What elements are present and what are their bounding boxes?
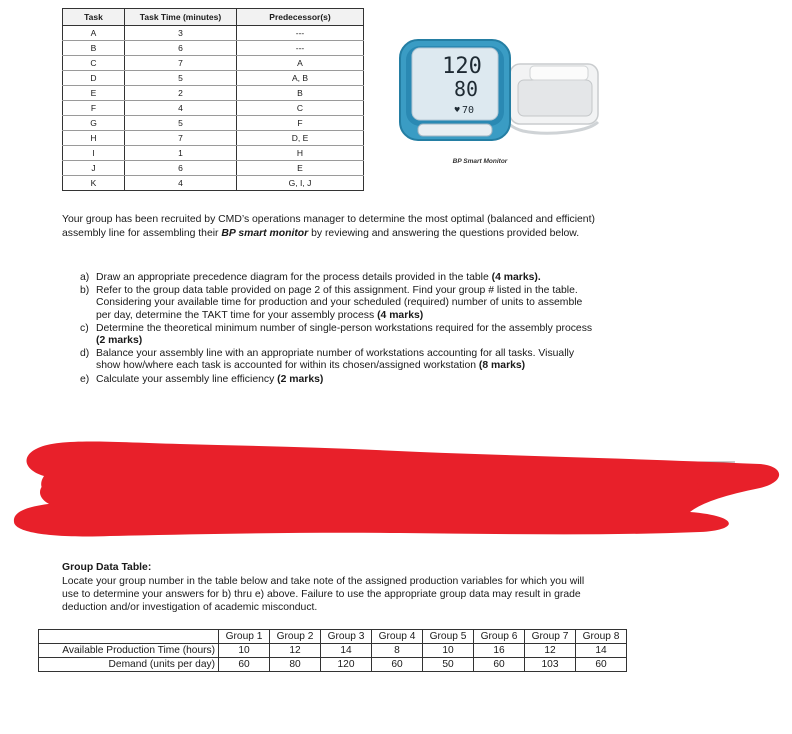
question-label: c) <box>80 322 89 334</box>
task-time-cell: 5 <box>125 116 237 131</box>
diastolic-reading: 80 <box>453 77 479 101</box>
cuff-top <box>530 66 588 80</box>
predecessor-cell: H <box>237 146 364 161</box>
table-cell: 8 <box>372 644 423 658</box>
question-label: d) <box>80 348 90 360</box>
task-id-cell: D <box>63 71 125 86</box>
table-cell: 120 <box>321 658 372 672</box>
task-row <box>63 56 364 71</box>
task-row <box>63 41 364 56</box>
question-item <box>80 323 600 348</box>
task-id-cell: E <box>63 86 125 101</box>
table-cell: 10 <box>423 644 474 658</box>
question-text: Determine the theoretical minimum number of single-person workstations required for the assembly process <box>96 322 593 334</box>
intro-paragraph <box>62 213 602 240</box>
table-cell: 12 <box>525 644 576 658</box>
intro-emphasis: BP smart monitor <box>221 227 309 239</box>
question-text: Calculate your assembly line efficiency <box>96 373 278 385</box>
table-cell: 10 <box>219 644 270 658</box>
group-header: Group 1 <box>219 630 270 644</box>
production-time-row <box>39 644 627 658</box>
task-time-cell: 6 <box>125 161 237 176</box>
table-cell: 60 <box>474 658 525 672</box>
task-row <box>63 176 364 191</box>
heart-icon: ♥ <box>454 106 461 114</box>
task-table-header-row <box>63 9 364 26</box>
monitor-button <box>418 124 492 136</box>
task-row <box>63 101 364 116</box>
pulse-reading: 70 <box>462 105 475 116</box>
question-text: Refer to the group data table provided on page 2 of this assignment. Find your group # listed in the table. Considering your available time for production and your scheduled (required) number of units to assemble per day, determine the TAKT time for your assembly process <box>96 285 583 321</box>
table-cell: 60 <box>219 658 270 672</box>
predecessor-cell: A, B <box>237 71 364 86</box>
group-header: Group 3 <box>321 630 372 644</box>
table-cell: 50 <box>423 658 474 672</box>
predecessor-cell: A <box>237 56 364 71</box>
group-header: Group 7 <box>525 630 576 644</box>
task-id-cell: K <box>63 176 125 191</box>
table-cell: 16 <box>474 644 525 658</box>
question-marks: (2 marks) <box>277 373 324 385</box>
predecessor-cell: G, I, J <box>237 176 364 191</box>
predecessor-cell: B <box>237 86 364 101</box>
task-time-cell: 7 <box>125 56 237 71</box>
intro-text-1: Your group has been recruited by CMD’s operations manager to determine the most optimal (balanced and efficient) assembly line for assembling their <box>62 214 595 239</box>
task-id-cell: I <box>63 146 125 161</box>
group-data-title: Group Data Table: <box>62 562 152 573</box>
question-marks: (4 marks). <box>491 272 541 283</box>
task-row <box>63 146 364 161</box>
table-cell: 80 <box>270 658 321 672</box>
task-time-cell: 1 <box>125 146 237 161</box>
group-header: Group 2 <box>270 630 321 644</box>
task-time-cell: 3 <box>125 26 237 41</box>
question-marks: (8 marks) <box>478 360 526 372</box>
task-id-cell: B <box>63 41 125 56</box>
task-row <box>63 26 364 41</box>
predecessor-header: Predecessor(s) <box>237 9 364 26</box>
task-header: Task <box>63 9 125 26</box>
task-time-cell: 6 <box>125 41 237 56</box>
task-time-cell: 4 <box>125 176 237 191</box>
task-row <box>63 86 364 101</box>
question-item <box>80 272 600 284</box>
task-id-cell: F <box>63 101 125 116</box>
table-cell: 14 <box>321 644 372 658</box>
question-label: e) <box>80 373 90 385</box>
monitor-caption: BP Smart Monitor <box>452 158 508 165</box>
row-label: Demand (units per day) <box>39 658 219 672</box>
row-label: Available Production Time (hours) <box>39 644 219 658</box>
question-item <box>80 285 600 322</box>
predecessor-cell: C <box>237 101 364 116</box>
question-text: Balance your assembly line with an appropriate number of workstations accounting for all tasks. Visually show how/where each task is accounted for within its chosen/assigned workstation <box>96 348 575 372</box>
task-table <box>62 8 364 191</box>
predecessor-cell: D, E <box>237 131 364 146</box>
task-row <box>63 161 364 176</box>
task-id-cell: A <box>63 26 125 41</box>
task-id-cell: H <box>63 131 125 146</box>
question-item <box>80 374 600 386</box>
table-cell: 12 <box>270 644 321 658</box>
task-row <box>63 131 364 146</box>
question-list <box>80 272 600 387</box>
task-id-cell: J <box>63 161 125 176</box>
table-cell: 14 <box>576 644 627 658</box>
intro-text-2: by reviewing and answering the questions provided below. <box>308 227 580 239</box>
group-header: Group 4 <box>372 630 423 644</box>
redaction-scribble <box>0 430 792 550</box>
predecessor-cell: F <box>237 116 364 131</box>
question-item <box>80 348 600 373</box>
bp-monitor-illustration <box>398 36 608 146</box>
demand-row <box>39 658 627 672</box>
question-label: a) <box>80 272 90 283</box>
group-data-description: Locate your group number in the table below and take note of the assigned production variables for which you will use to determine your answers for b) thru e) above. Failure to use the appropriate group data may result in grade deduction and/or investigation of academic misconduct. <box>62 576 585 613</box>
task-time-cell: 7 <box>125 131 237 146</box>
task-time-cell: 5 <box>125 71 237 86</box>
task-row <box>63 116 364 131</box>
group-header: Group 5 <box>423 630 474 644</box>
group-data-table <box>38 629 627 672</box>
task-id-cell: G <box>63 116 125 131</box>
table-cell: 103 <box>525 658 576 672</box>
task-id-cell: C <box>63 56 125 71</box>
question-marks: (4 marks) <box>377 309 424 321</box>
group-header: Group 6 <box>474 630 525 644</box>
question-label: b) <box>80 285 90 297</box>
systolic-reading: 120 <box>442 54 482 79</box>
group-header-row <box>39 630 627 644</box>
question-text: Draw an appropriate precedence diagram for the process details provided in the table <box>96 272 492 283</box>
task-time-cell: 4 <box>125 101 237 116</box>
group-header: Group 8 <box>576 630 627 644</box>
table-cell: 60 <box>576 658 627 672</box>
predecessor-cell: E <box>237 161 364 176</box>
task-time-header: Task Time (minutes) <box>125 9 237 26</box>
task-table-body <box>63 26 364 191</box>
question-marks: (2 marks) <box>96 335 143 347</box>
table-cell: 60 <box>372 658 423 672</box>
corner-cell <box>39 630 219 644</box>
predecessor-cell: --- <box>237 41 364 56</box>
task-row <box>63 71 364 86</box>
cuff-band <box>518 80 592 116</box>
task-time-cell: 2 <box>125 86 237 101</box>
predecessor-cell: --- <box>237 26 364 41</box>
